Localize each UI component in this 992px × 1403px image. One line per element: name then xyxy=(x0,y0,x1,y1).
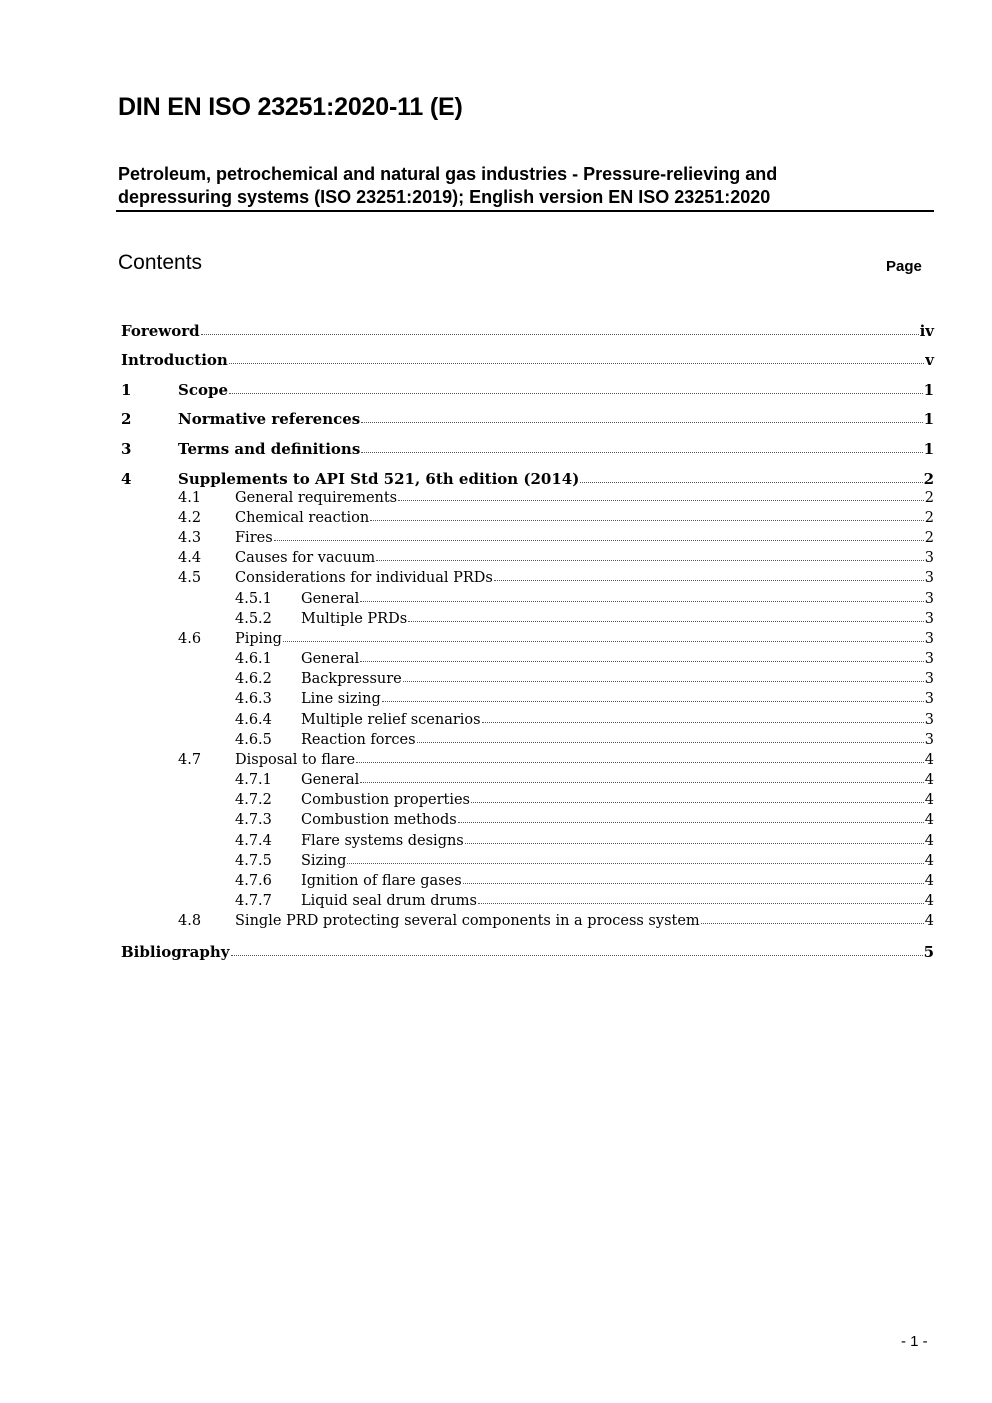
toc-entry-title: General requirements xyxy=(235,490,398,506)
toc-entry-title: Introduction xyxy=(121,351,228,369)
toc-entry-number: 4.7.5 xyxy=(235,853,272,869)
toc-entry-4-4[interactable] xyxy=(121,550,934,570)
toc-entry-number: 4.7.7 xyxy=(235,893,272,909)
toc-entry-page: 3 xyxy=(924,671,934,687)
toc-leader-dots xyxy=(494,580,924,581)
toc-entry-title: Sizing xyxy=(301,853,347,869)
toc-entry-title: General xyxy=(301,772,360,788)
toc-entry-page: 3 xyxy=(924,691,934,707)
toc-leader-dots xyxy=(229,393,923,394)
toc-entry-title: Multiple relief scenarios xyxy=(301,712,481,728)
toc-entry-page: 4 xyxy=(924,812,934,828)
toc-entry-introduction[interactable] xyxy=(121,351,934,371)
toc-entry-page: 3 xyxy=(924,651,934,667)
toc-entry-4-7[interactable] xyxy=(121,752,934,772)
toc-entry-4-6-4[interactable] xyxy=(121,712,934,732)
toc-entry-number: 4.5 xyxy=(178,570,202,586)
toc-entry-4-3[interactable] xyxy=(121,530,934,550)
toc-entry-title: Single PRD protecting several components in a process system xyxy=(235,913,700,929)
toc-entry-4-8[interactable] xyxy=(121,913,934,933)
toc-entry-title: Combustion properties xyxy=(301,792,471,808)
toc-entry-number: 4.6.4 xyxy=(235,712,272,728)
toc-leader-dots xyxy=(347,863,923,864)
document-id: DIN EN ISO 23251:2020-11 (E) xyxy=(118,93,463,121)
toc-entry-number: 4.7.4 xyxy=(235,833,272,849)
toc-leader-dots xyxy=(471,802,924,803)
toc-entry-title: Piping xyxy=(235,631,282,647)
toc-entry-number: 3 xyxy=(121,440,132,458)
toc-entry-number: 4.5.1 xyxy=(235,591,272,607)
toc-entry-4-6-2[interactable] xyxy=(121,671,934,691)
toc-entry-scope[interactable] xyxy=(121,381,934,401)
toc-entry-page: 2 xyxy=(924,510,934,526)
toc-entry-4-6-5[interactable] xyxy=(121,732,934,752)
toc-entry-4-5-2[interactable] xyxy=(121,611,934,631)
toc-entry-title: Ignition of flare gases xyxy=(301,873,462,889)
toc-leader-dots xyxy=(361,452,922,453)
toc-leader-dots xyxy=(283,641,924,642)
toc-entry-page: 4 xyxy=(924,792,934,808)
toc-leader-dots xyxy=(398,500,924,501)
toc-entry-number: 4 xyxy=(121,470,132,488)
toc-entry-number: 4.6.5 xyxy=(235,732,272,748)
toc-entry-4-7-7[interactable] xyxy=(121,893,934,913)
toc-entry-page: 3 xyxy=(924,712,934,728)
toc-entry-4-7-1[interactable] xyxy=(121,772,934,792)
toc-entry-normative-references[interactable] xyxy=(121,410,934,430)
toc-leader-dots xyxy=(356,762,924,763)
toc-entry-number: 4.5.2 xyxy=(235,611,272,627)
toc-entry-title: Fires xyxy=(235,530,273,546)
toc-leader-dots xyxy=(360,782,923,783)
toc-leader-dots xyxy=(463,883,924,884)
toc-entry-bibliography[interactable] xyxy=(121,943,934,963)
toc-entry-number: 4.1 xyxy=(178,490,202,506)
toc-entry-page: 3 xyxy=(924,631,934,647)
toc-entry-page: 5 xyxy=(923,943,934,961)
toc-entry-number: 4.4 xyxy=(178,550,202,566)
document-subtitle xyxy=(118,163,933,209)
toc-entry-number: 4.6 xyxy=(178,631,202,647)
toc-leader-dots xyxy=(231,955,923,956)
toc-entry-4-6-3[interactable] xyxy=(121,691,934,711)
toc-entry-page: 4 xyxy=(924,853,934,869)
toc-leader-dots xyxy=(201,334,919,335)
toc-entry-page: iv xyxy=(919,322,934,340)
toc-leader-dots xyxy=(417,742,924,743)
toc-entry-title: Normative references xyxy=(178,410,361,428)
toc-entry-4-2[interactable] xyxy=(121,510,934,530)
toc-entry-4-7-6[interactable] xyxy=(121,873,934,893)
toc-entry-number: 4.6.3 xyxy=(235,691,272,707)
toc-entry-page: 3 xyxy=(924,570,934,586)
toc-entry-title: Liquid seal drum drums xyxy=(301,893,477,909)
toc-entry-title: Terms and definitions xyxy=(178,440,361,458)
toc-entry-number: 4.6.1 xyxy=(235,651,272,667)
toc-entry-page: 3 xyxy=(924,550,934,566)
page-column-label: Page xyxy=(886,258,922,275)
toc-entry-title: Combustion methods xyxy=(301,812,457,828)
toc-leader-dots xyxy=(465,843,924,844)
toc-entry-4-7-2[interactable] xyxy=(121,792,934,812)
toc-entry-number: 4.7 xyxy=(178,752,202,768)
toc-entry-number: 4.8 xyxy=(178,913,202,929)
toc-entry-page: 3 xyxy=(924,611,934,627)
toc-entry-number: 4.2 xyxy=(178,510,202,526)
toc-entry-terms-and-definitions[interactable] xyxy=(121,440,934,460)
toc-leader-dots xyxy=(478,903,924,904)
toc-entry-title: General xyxy=(301,591,360,607)
toc-entry-page: 2 xyxy=(924,530,934,546)
toc-entry-supplements[interactable] xyxy=(121,470,934,490)
toc-entry-title: Chemical reaction xyxy=(235,510,370,526)
toc-entry-number: 4.7.3 xyxy=(235,812,272,828)
toc-entry-4-5-1[interactable] xyxy=(121,591,934,611)
toc-entry-number: 4.7.6 xyxy=(235,873,272,889)
toc-leader-dots xyxy=(376,560,924,561)
page-number: - 1 - xyxy=(901,1333,928,1350)
toc-leader-dots xyxy=(370,520,924,521)
toc-entry-4-7-4[interactable] xyxy=(121,833,934,853)
toc-entry-page: 4 xyxy=(924,893,934,909)
toc-entry-number: 1 xyxy=(121,381,132,399)
toc-leader-dots xyxy=(701,923,924,924)
toc-entry-number: 4.3 xyxy=(178,530,202,546)
toc-entry-title: Supplements to API Std 521, 6th edition (2014) xyxy=(178,470,580,488)
toc-entry-4-6[interactable] xyxy=(121,631,934,651)
subtitle-line-2: depressuring systems (ISO 23251:2019); English version EN ISO 23251:2020 xyxy=(118,187,771,207)
toc-entry-title: Bibliography xyxy=(121,943,230,961)
toc-entry-title: Line sizing xyxy=(301,691,381,707)
title-rule xyxy=(116,210,934,212)
toc-entry-title: Foreword xyxy=(121,322,200,340)
toc-leader-dots xyxy=(408,621,924,622)
toc-leader-dots xyxy=(382,701,924,702)
toc-entry-number: 2 xyxy=(121,410,132,428)
toc-entry-number: 4.7.2 xyxy=(235,792,272,808)
toc-entry-page: 3 xyxy=(924,732,934,748)
toc-entry-4-5[interactable] xyxy=(121,570,934,590)
toc-entry-title: Causes for vacuum xyxy=(235,550,376,566)
toc-entry-title: Multiple PRDs xyxy=(301,611,408,627)
toc-entry-page: 2 xyxy=(924,490,934,506)
toc-entry-page: 1 xyxy=(923,381,934,399)
toc-entry-page: 3 xyxy=(924,591,934,607)
toc-entry-page: 4 xyxy=(924,913,934,929)
toc-leader-dots xyxy=(403,681,924,682)
toc-entry-title: Scope xyxy=(178,381,229,399)
toc-entry-foreword[interactable] xyxy=(121,322,934,342)
toc-entry-page: 1 xyxy=(923,410,934,428)
toc-leader-dots xyxy=(360,601,923,602)
toc-entry-page: 4 xyxy=(924,833,934,849)
toc-entry-4-1[interactable] xyxy=(121,490,934,510)
toc-entry-title: Disposal to flare xyxy=(235,752,356,768)
toc-entry-title: General xyxy=(301,651,360,667)
contents-heading: Contents xyxy=(118,251,203,274)
subtitle-line-1: Petroleum, petrochemical and natural gas industries - Pressure-relieving and xyxy=(118,164,778,184)
toc-entry-page: 4 xyxy=(924,752,934,768)
toc-leader-dots xyxy=(229,363,924,364)
toc-entry-page: v xyxy=(925,351,934,369)
toc-entry-4-7-5[interactable] xyxy=(121,853,934,873)
toc-entry-page: 4 xyxy=(924,873,934,889)
toc-entry-title: Considerations for individual PRDs xyxy=(235,570,493,586)
toc-leader-dots xyxy=(458,822,924,823)
toc-leader-dots xyxy=(580,482,922,483)
toc-leader-dots xyxy=(361,422,922,423)
toc-entry-4-6-1[interactable] xyxy=(121,651,934,671)
toc-entry-page: 2 xyxy=(923,470,934,488)
toc-entry-number: 4.7.1 xyxy=(235,772,272,788)
toc-leader-dots xyxy=(274,540,924,541)
toc-entry-title: Reaction forces xyxy=(301,732,416,748)
toc-entry-title: Flare systems designs xyxy=(301,833,464,849)
toc-entry-page: 4 xyxy=(924,772,934,788)
toc-entry-number: 4.6.2 xyxy=(235,671,272,687)
toc-entry-4-7-3[interactable] xyxy=(121,812,934,832)
toc-entry-title: Backpressure xyxy=(301,671,402,687)
toc-leader-dots xyxy=(482,722,924,723)
toc-leader-dots xyxy=(360,661,923,662)
toc-entry-page: 1 xyxy=(923,440,934,458)
